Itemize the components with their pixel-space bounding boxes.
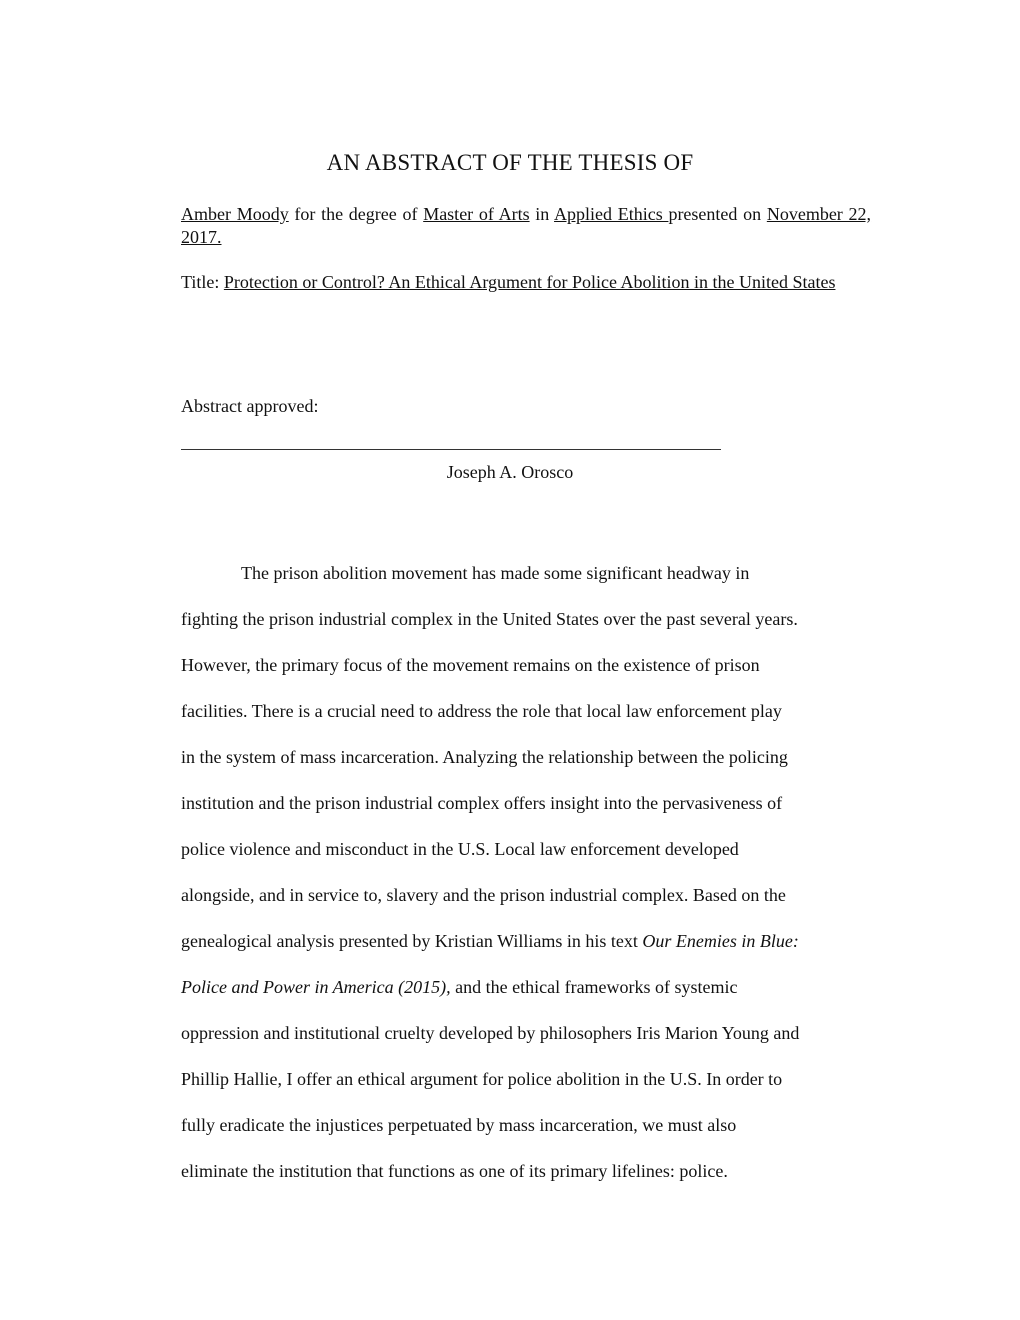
- abstract-line: alongside, and in service to, slavery and the prison industrial complex. Based on the: [181, 885, 786, 905]
- approval-label: Abstract approved:: [181, 396, 319, 416]
- intro-text-3: presented on: [668, 204, 767, 224]
- title-label: Title:: [181, 272, 224, 292]
- field-name: Applied Ethics: [554, 204, 669, 224]
- author-name: Amber Moody: [181, 204, 289, 224]
- abstract-line: institution and the prison industrial complex offers insight into the pervasiveness of: [181, 793, 783, 813]
- abstract-line: [181, 974, 881, 1020]
- abstract-line: However, the primary focus of the movement remains on the existence of prison: [181, 655, 760, 675]
- abstract-line: eliminate the institution that functions as one of its primary lifelines: police.: [181, 1161, 728, 1181]
- abstract-line: oppression and institutional cruelty developed by philosophers Iris Marion Young and: [181, 1023, 800, 1043]
- intro-text-2: in: [529, 204, 555, 224]
- abstract-line: facilities. There is a crucial need to address the role that local law enforcement play: [181, 701, 782, 721]
- advisor-name: Joseph A. Orosco: [446, 462, 574, 482]
- presentation-date: November 22, 2017.: [181, 204, 872, 247]
- book-title-part: Our Enemies in Blue:: [642, 931, 799, 951]
- degree-name: Master of Arts: [423, 204, 530, 224]
- abstract-line: in the system of mass incarceration. Analyzing the relationship between the policing: [181, 747, 788, 767]
- abstract-line: fully eradicate the injustices perpetuated by mass incarceration, we must also: [181, 1115, 737, 1135]
- abstract-line: [181, 928, 881, 974]
- abstract-body: [181, 560, 881, 1204]
- abstract-line: Phillip Hallie, I offer an ethical argument for police abolition in the U.S. In order to: [181, 1069, 783, 1089]
- abstract-line: police violence and misconduct in the U.S. Local law enforcement developed: [181, 839, 739, 859]
- thesis-title: Protection or Control? An Ethical Argument for Police Abolition in the United States: [223, 272, 836, 292]
- intro-text-1: for the degree of: [288, 204, 424, 224]
- thesis-title-line: [181, 271, 871, 294]
- line-text: and the ethical frameworks of systemic: [450, 977, 738, 997]
- signature-line: [181, 449, 721, 450]
- book-title-part: Police and Power in America (2015),: [181, 977, 451, 997]
- abstract-line: The prison abolition movement has made some significant headway in: [241, 563, 750, 583]
- page-title: AN ABSTRACT OF THE THESIS OF: [326, 150, 694, 175]
- thesis-info: [181, 203, 871, 249]
- line-text: genealogical analysis presented by Kristian Williams in his text: [181, 931, 643, 951]
- abstract-line: fighting the prison industrial complex in the United States over the past several years.: [181, 609, 798, 629]
